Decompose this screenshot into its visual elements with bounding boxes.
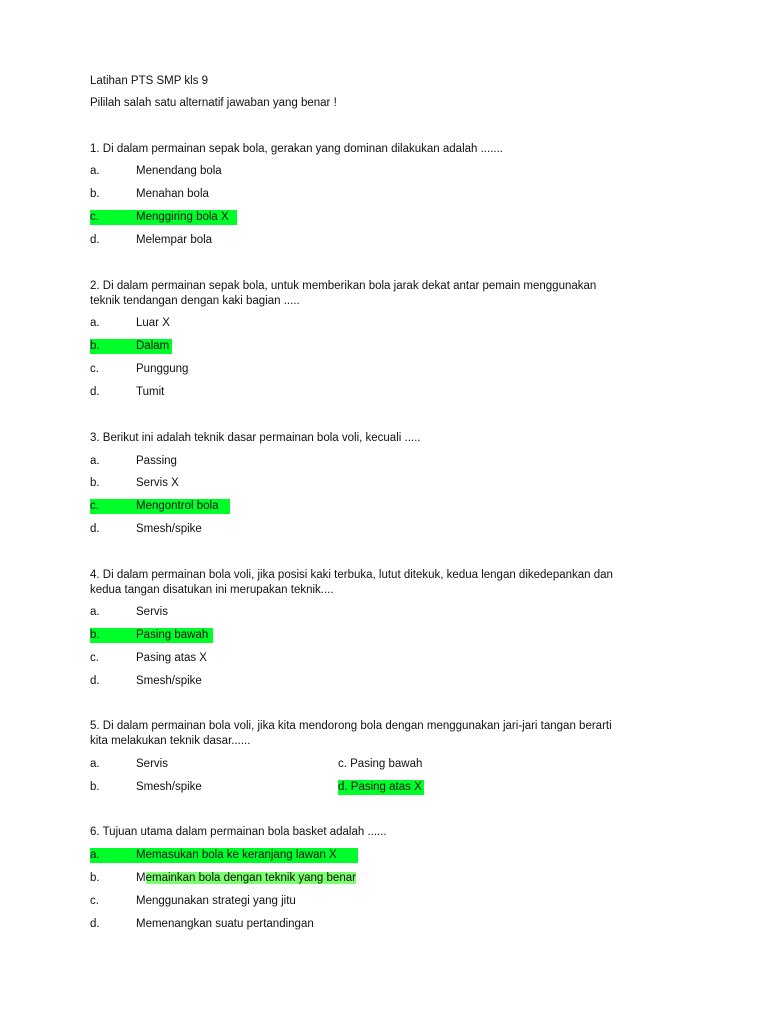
document-title: Latihan PTS SMP kls 9 <box>90 75 209 87</box>
q2-option-d-text: Tumit <box>136 386 165 398</box>
q3-option-b-text: Servis X <box>136 477 179 489</box>
q5-option-d-text: d. Pasing atas X <box>338 781 422 793</box>
q1-option-c-text: Menggiring bola X <box>136 211 229 223</box>
q3-option-b-letter: b. <box>90 477 100 489</box>
q4-option-d-letter: d. <box>90 675 100 687</box>
q4-option-a-letter: a. <box>90 606 100 618</box>
q3-answer-highlight <box>90 499 230 514</box>
q1-option-d-letter: d. <box>90 234 100 246</box>
q3-option-c-text: Mengontrol bola <box>136 500 219 512</box>
instruction-text: Pililah salah satu alternatif jawaban yang benar ! <box>90 97 337 109</box>
q3-option-a-text: Passing <box>136 455 177 467</box>
q3-option-d-text: Smesh/spike <box>136 523 202 535</box>
q5-option-b-letter: b. <box>90 781 100 793</box>
q1-answer-highlight <box>90 210 237 225</box>
q6-option-d-letter: d. <box>90 918 100 930</box>
q6-option-b-text <box>136 871 356 886</box>
q6-option-d-text: Memenangkan suatu pertandingan <box>136 918 314 930</box>
q4-option-b-letter: b. <box>90 629 100 641</box>
q1-option-b-text: Menahan bola <box>136 188 209 200</box>
q6-option-b-first-letter: M <box>136 872 146 884</box>
q6-option-b-rest-highlight: emainkan bola dengan teknik yang benar <box>145 872 356 884</box>
question-2-text-line2: teknik tendangan dengan kaki bagian ..... <box>90 295 300 307</box>
q4-option-a-text: Servis <box>136 606 168 618</box>
q2-option-a-text: Luar X <box>136 317 170 329</box>
q1-option-a-text: Menendang bola <box>136 165 222 177</box>
q1-option-b-letter: b. <box>90 188 100 200</box>
q4-answer-highlight <box>90 628 213 643</box>
question-1-text: 1. Di dalam permainan sepak bola, gerakan yang dominan dilakukan adalah ....... <box>90 143 503 155</box>
q6-option-c-letter: c. <box>90 895 99 907</box>
q6-answer-highlight <box>90 848 358 863</box>
question-6-text: 6. Tujuan utama dalam permainan bola basket adalah ...... <box>90 826 387 838</box>
q6-option-b-letter: b. <box>90 872 100 884</box>
q2-option-b-text: Dalam <box>136 340 170 352</box>
q5-option-c-text: c. Pasing bawah <box>338 758 423 770</box>
question-5-text-line1: 5. Di dalam permainan bola voli, jika kita mendorong bola dengan menggunakan jari-jari tangan berarti <box>90 720 612 732</box>
q1-option-a-letter: a. <box>90 165 100 177</box>
q4-option-b-text: Pasing bawah <box>136 629 209 641</box>
q3-option-d-letter: d. <box>90 523 100 535</box>
q5-option-a-letter: a. <box>90 758 100 770</box>
q5-option-a-text: Servis <box>136 758 168 770</box>
question-4-text-line2: kedua tangan disatukan ini merupakan teknik.... <box>90 584 334 596</box>
question-3-text: 3. Berikut ini adalah teknik dasar permainan bola voli, kecuali ..... <box>90 432 421 444</box>
question-2-text-line1: 2. Di dalam permainan sepak bola, untuk memberikan bola jarak dekat antar pemain menggunakan <box>90 280 597 292</box>
q4-option-d-text: Smesh/spike <box>136 675 202 687</box>
q1-option-c-letter: c. <box>90 211 99 223</box>
q2-option-c-letter: c. <box>90 363 99 375</box>
q4-option-c-letter: c. <box>90 652 99 664</box>
question-4-text-line1: 4. Di dalam permainan bola voli, jika posisi kaki terbuka, lutut ditekuk, kedua lengan dikedepankan dan <box>90 569 613 581</box>
q2-option-b-letter: b. <box>90 340 100 352</box>
q2-option-d-letter: d. <box>90 386 100 398</box>
q5-option-b-text: Smesh/spike <box>136 781 202 793</box>
q2-option-a-letter: a. <box>90 317 100 329</box>
q6-option-a-letter: a. <box>90 849 100 861</box>
q1-option-d-text: Melempar bola <box>136 234 213 246</box>
q2-answer-highlight <box>90 339 172 354</box>
q6-option-c-text: Menggunakan strategi yang jitu <box>136 895 296 907</box>
q6-option-a-text: Memasukan bola ke keranjang lawan X <box>136 849 337 861</box>
question-5-text-line2: kita melakukan teknik dasar...... <box>90 735 251 747</box>
q2-option-c-text: Punggung <box>136 363 189 375</box>
q3-option-a-letter: a. <box>90 455 100 467</box>
q4-option-c-text: Pasing atas X <box>136 652 207 664</box>
q3-option-c-letter: c. <box>90 500 99 512</box>
